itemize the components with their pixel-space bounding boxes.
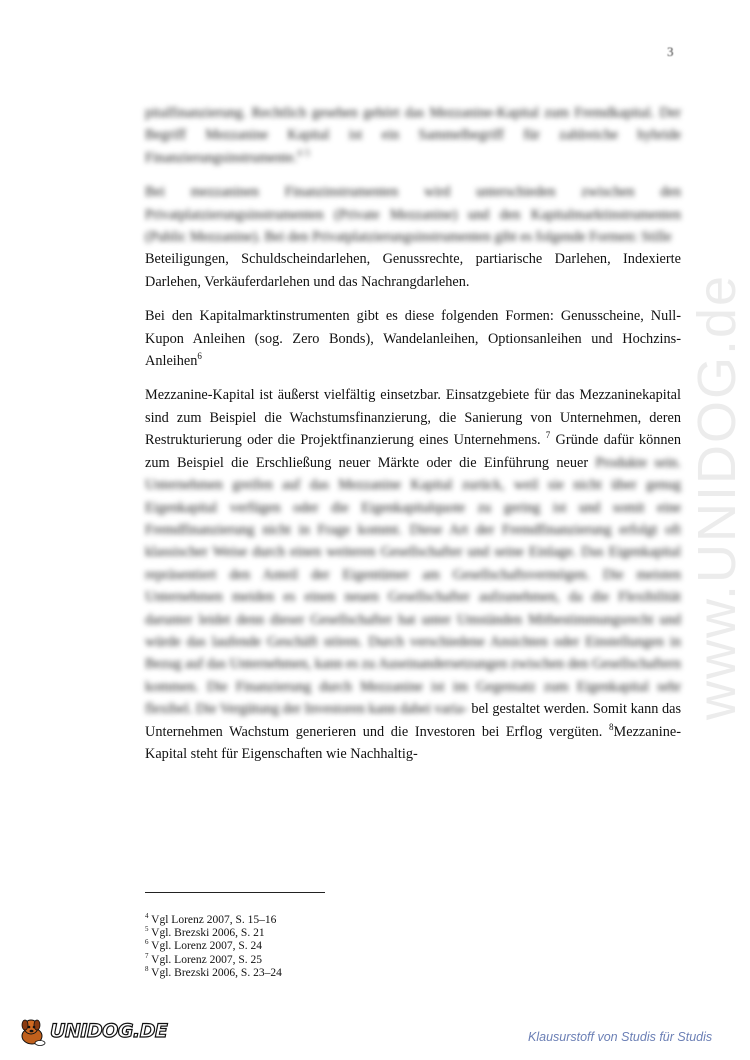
footnote-ref: 8: [609, 721, 614, 732]
blurred-middle-region: Produkte sein. Unternehmen greifen auf das Mezzanine Kapital zurück, weil sie nicht über genug Eigenkapital verfügen oder die Eigenkapitalquote zu gering ist und somit eine Fremdfinanzierung nicht in Frage kommt. Diese Art der Fremdfinanzierung erfolgt oft klassischer Weise durch einen weiteren Gesellschafter und seine Einlage. Das Eigenkapital repräsentiert den Anteil der Eigentümer am Gesellschaftsvermögen. Die meisten Unternehmen meiden es einen neuen Gesellschafter aufzunehmen, da die Flexibilität darunter leidet denn dieser Gesellschafter hat unter Umständen Mitbestimmungsrecht und würde das laufende Geschäft stören. Durch verschiedene Ansichten oder Einstellungen in Bezug auf das Unternehmen, kann es zu Auseinandersetzungen zwischen den Gesellschaftern kommen. Die Finanzierung durch Mezzanine ist im Gegensatz zum Eigenkapital sehr flexibel. Die Vergütung der Investoren kann dabei varia-: [145, 454, 682, 718]
footnote: $^6$ Vgl. Lorenz 2007, S. 24: [145, 938, 263, 953]
paragraph-4: Mezzanine-Kapital ist äußerst vielfältig einsetzbar. Einsatzgebiete für das Mezzaninekapital sind zum Beispiel die Wachstumsfinanzierung, die Sanierung von Unternehmen, deren Restrukturierung oder die Projektfinanzierung eines Unternehmens. $^7$ Gründe dafür können zum Beispiel die Erschließung neuer Märkte oder die Einführung neuer Produkte sein. Unternehmen greifen auf das Mezzanine Kapital zurück, weil sie nicht über genug Eigenkapital verfügen oder die Eigenkapitalquote zu gering ist und somit eine Fremdfinanzierung nicht in Frage kommt. Diese Art der Fremdfinanzierung erfolgt oft klassischer Weise durch einen weiteren Gesellschafter und seine Einlage. Das Eigenkapital repräsentiert den Anteil der Eigentümer am Gesellschaftsvermögen. Die meisten Unternehmen meiden es einen neuen Gesellschafter aufzunehmen, da die Flexibilität darunter leidet denn dieser Gesellschafter hat unter Umständen Mitbestimmungsrecht und würde das laufende Geschäft stören. Durch verschiedene Ansichten oder Einstellungen in Bezug auf das Unternehmen, kann es zu Auseinandersetzungen zwischen den Gesellschaftern kommen. Die Finanzierung durch Mezzanine ist im Gegensatz zum Eigenkapital sehr flexibel. Die Vergütung der Investoren kann dabei varia- bel gestaltet werden. Somit kann das Unternehmen Wachstum generieren und die Investoren bei Erflog vergüten. $^8$Mezzanine-Kapital steht für Eigenschaften wie Nachhaltig-: [145, 387, 682, 762]
footnote-ref: 5: [305, 148, 310, 159]
footnote-separator: [145, 892, 325, 893]
footnotes: [145, 914, 282, 980]
footnote-ref: 7: [545, 430, 551, 441]
document-body: [145, 102, 681, 765]
paragraph-2-end: Beteiligungen, Schuldscheindarlehen, Genussrechte, partiarische Darlehen, Indexierte Darlehen, Verkäuferdarlehen und das Nachrangdarlehen.: [145, 251, 681, 290]
paragraph-1: pitalfinanzierung. Rechtlich gesehen gehört das Mezzanine-Kapital zum Fremdkapital. Der Begriff Mezzanine Kapital ist ein Sammelbegriff für zahlreiche hybride Finanzierungsinstrumente.$^4$ $^5$: [145, 105, 681, 166]
paragraph-2-start: Bei mezzaninen Finanzinstrumenten wird unterschieden zwischen den Privatplatzierungsinstrumenten (Private Mezzanine) und den Kapitalmarktinstrumenten (Public Mezzanine). Bei den Privatplatzierungsinstrumenten gibt es folgende Formen: Stille: [145, 184, 681, 246]
watermark-text: www.UNIDOG.de: [687, 273, 747, 720]
dog-icon: [16, 1016, 48, 1046]
footnote-ref: 4: [297, 148, 302, 159]
page-number: 3: [667, 44, 674, 59]
blurred-top-region: [145, 102, 681, 248]
unidog-logo[interactable]: [16, 1016, 167, 1046]
footnote: $^7$ Vgl. Lorenz 2007, S. 25: [145, 951, 263, 966]
footnote: $^5$ Vgl. Brezski 2006, S. 21: [145, 925, 265, 940]
footnote-ref: 6: [197, 351, 202, 362]
paragraph-3: Bei den Kapitalmarktinstrumenten gibt es diese folgenden Formen: Genusscheine, Null-Kupon Anleihen (sog. Zero Bonds), Wandelanleihen, Optionsanleihen und Hochzins-Anleihen$^6$: [145, 308, 681, 370]
footnote: $^4$ Vgl Lorenz 2007, S. 15–16: [145, 912, 277, 926]
footnote: $^8$ Vgl. Brezski 2006, S. 23–24: [145, 964, 282, 979]
logo-text: UNIDOG.DE: [50, 1020, 168, 1042]
slogan: Klausurstoff von Studis für Studis: [528, 1030, 713, 1044]
